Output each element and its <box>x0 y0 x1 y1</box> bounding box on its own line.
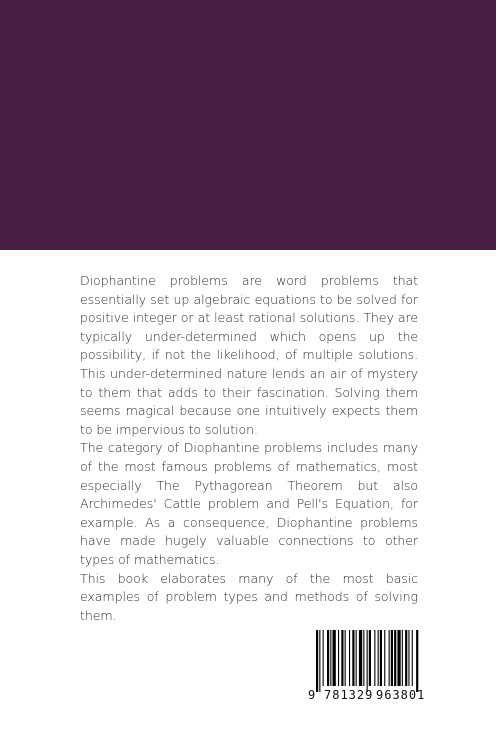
barcode-bar <box>349 630 350 686</box>
back-cover-blurb <box>80 272 418 625</box>
barcode-bar <box>319 630 320 692</box>
page-edge <box>496 0 500 750</box>
barcode-bar <box>378 630 379 686</box>
isbn-prefix-digit: 9 <box>308 688 316 702</box>
barcode-bar <box>359 630 362 686</box>
barcode-bar <box>397 630 400 686</box>
barcode-bar <box>367 630 368 692</box>
barcode-bar <box>363 630 364 686</box>
barcode-bar <box>391 630 393 686</box>
barcode-bar <box>356 630 357 686</box>
barcode-bar <box>389 630 390 686</box>
barcode-bar <box>380 630 382 686</box>
barcode-bar <box>330 630 331 686</box>
barcode-bar <box>345 630 346 686</box>
barcode-bar <box>405 630 407 686</box>
barcode-bar <box>316 630 318 692</box>
isbn-left-digits: 781329 <box>324 688 374 702</box>
barcode-bar <box>327 630 329 686</box>
barcode-bar <box>408 630 409 686</box>
barcode-bar <box>333 630 336 686</box>
barcode-bar <box>412 630 413 686</box>
blurb-paragraph-3: This book elaborates many of the most basic examples of problem types and methods of solving them. <box>80 570 418 623</box>
isbn-barcode <box>308 628 424 706</box>
barcode-bar <box>402 630 403 686</box>
barcode-bar <box>374 630 375 686</box>
barcode-bar <box>369 630 371 686</box>
barcode-bar <box>338 630 339 686</box>
isbn-number <box>308 688 424 704</box>
barcode-bar <box>416 630 418 692</box>
isbn-right-digits: 963801 <box>376 688 426 702</box>
barcode-bars <box>308 628 424 692</box>
blurb-paragraph-1: Diophantine problems are word problems that essentially set up algebraic equations to be solved for positive integer or at least rational solutions. They are typically under-determined which opens up the possibility, if not the likelihood, of multiple solutions. This under-determined nature lends an air of mystery to them that adds to their fascination. Solving them seems magical because one intuitively expects them to be impervious to solution. <box>80 273 418 437</box>
barcode-bar <box>341 630 343 686</box>
barcode-bar <box>323 630 324 686</box>
blurb-paragraph-2: The category of Diophantine problems includes many of the most famous problems of mathematics, most especially The Pythagorean Theorem but also Archimedes' Cattle problem and Pell's Equation, for example. As a consequence, Diophantine problems have made hugely valuable connections to other types of mathematics. <box>80 440 418 567</box>
barcode-bar <box>352 630 354 686</box>
barcode-bar <box>394 630 396 686</box>
cover-color-band <box>0 0 496 250</box>
barcode-bar <box>384 630 385 686</box>
